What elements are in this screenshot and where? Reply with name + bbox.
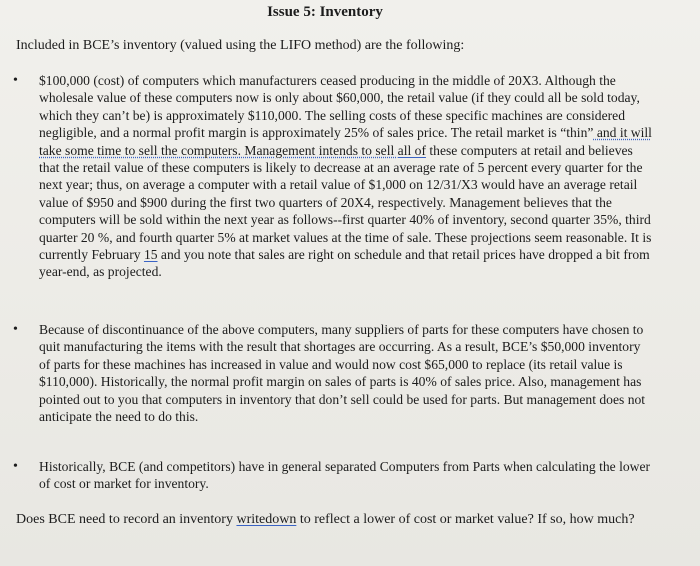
bullet-dot: • bbox=[13, 73, 18, 88]
document-title: Issue 5: Inventory bbox=[267, 4, 383, 20]
intro-paragraph: Included in BCE’s inventory (valued using the LIFO method) are the following: bbox=[16, 38, 465, 53]
underlined-phrase: all of bbox=[397, 142, 426, 158]
bullet-computers-text: $100,000 (cost) of computers which manufacturers ceased producing in the middle of 20X3. Although the wholesale value of these computers now is only about $60,000, the retail value (if they could all be sold today, which they can’t be) is approximately $110,000. The selling costs of these specific machines are considered negligible, and a normal profit margin is approximately 25% of sales price. The retail market is “thin” and it will take some time to sell the computers. Management intends to sell all of these computers at retail and believes that the retail value of these computers is likely to decrease at an average rate of 5 percent every quarter for the next year; thus, on average a computer with a retail value of $1,000 on 12/31/X3 would have an average retail value of $950 and $900 during the first two quarters of 20X4, respectively. Management believes that the computers will be sold within the next year as follows--first quarter 40% of inventory, second quarter 35%, third quarter 20 %, and fourth quarter 5% at market values at the time of sale. These projections seem reasonable. It is currently February 15 and you note that sales are right on schedule and that retail prices have dropped a bit from year-end, as projected. bbox=[39, 73, 652, 280]
spellcheck-mark: and it will take some time to sell the computers. Management intends to sell bbox=[39, 125, 652, 158]
question-paragraph: Does BCE need to record an inventory writedown to reflect a lower of cost or market value? If so, how much? bbox=[16, 512, 635, 527]
bullet-historical-text: Historically, BCE (and competitors) have in general separated Computers from Parts when calculating the lower of cost or market for inventory. bbox=[39, 459, 651, 492]
underlined-date: 15 bbox=[143, 247, 158, 263]
bullet-dot: • bbox=[13, 459, 18, 474]
spellcheck-word: writedown bbox=[236, 512, 297, 527]
bullet-dot: • bbox=[13, 322, 18, 337]
bullet-parts-text: Because of discontinuance of the above computers, many suppliers of parts for these computers have chosen to quit manufacturing the items with the result that shortages are occurring. As a result, BCE’s $50,000 inventory of parts for these machines has increased in value and would now cost $65,000 to replace (its retail value is $110,000). Historically, the normal profit margin on sales of parts is 40% of sales price. Also, management has pointed out to you that computers in inventory that don’t sell could be used for parts. But management does not anticipate the need to do this. bbox=[39, 322, 646, 425]
